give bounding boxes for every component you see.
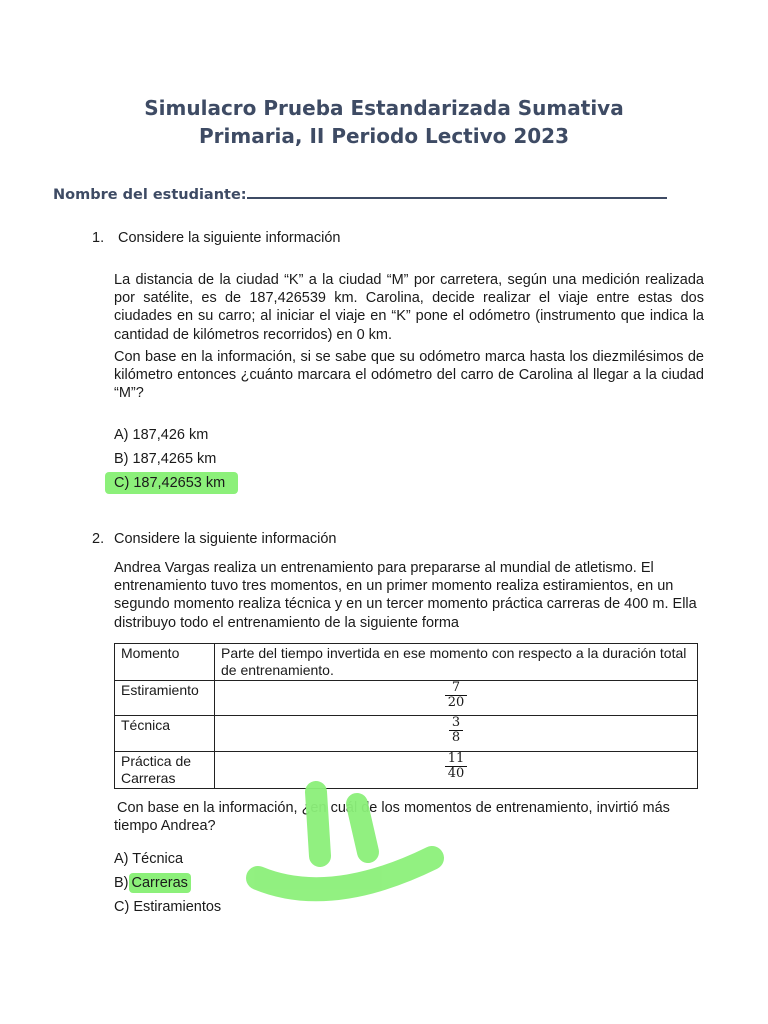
student-name-label: Nombre del estudiante: bbox=[53, 187, 247, 203]
q1-option-c-highlight: C) 187,42653 km bbox=[105, 472, 238, 494]
fraction-numerator: 3 bbox=[451, 715, 461, 730]
q2-paragraph1: Andrea Vargas realiza un entrenamiento para prepararse al mundial de atletismo. El entrenamiento tuvo tres momentos, en un primer momento realiza estiramientos, en un segundo momento realiza técnica y en un tercer momento práctica carreras de 400 m. Ella distribuyo todo el entrenamiento de la siguiente forma bbox=[114, 560, 697, 631]
smiley-right-eye bbox=[357, 804, 368, 852]
q1-number: 1. bbox=[92, 230, 105, 246]
row-momento: Práctica de Carreras bbox=[115, 752, 215, 789]
q2-option-b-highlight: Carreras bbox=[129, 873, 191, 893]
q2-option-b-letter: B) bbox=[114, 875, 129, 891]
smiley-left-eye bbox=[316, 792, 320, 856]
fraction-denominator: 8 bbox=[449, 730, 463, 745]
q1-paragraph2: Con base en la información, si se sabe que su odómetro marca hasta los diezmilésimos de kilómetro entonces ¿cuánto marcara el odómetro del carro de Carolina al llegar a la ciudad “M”? bbox=[114, 349, 704, 402]
q2-question: Con base en la información, ¿en cuál de los momentos de entrenamiento, invirtió más tiempo Andrea? bbox=[114, 800, 670, 835]
header-parte-tiempo: Parte del tiempo invertida en ese momento con respecto a la duración total de entrenamiento. bbox=[215, 644, 698, 681]
q1-paragraph1: La distancia de la ciudad “K” a la ciudad “M” por carretera, según una medición realizada por satélite, es de 187,426539 km. Carolina, decide realizar el viaje entre estas dos ciudades en su carro; al iniciar el viaje en “K” pone el odómetro (instrumento que indica la cantidad de kilómetros recorridos) en 0 km. bbox=[114, 272, 704, 343]
fraction-numerator: 7 bbox=[451, 680, 461, 695]
q2-option-c: C) Estiramientos bbox=[114, 899, 222, 915]
q1-intro: Considere la siguiente información bbox=[118, 230, 341, 246]
header-momento: Momento bbox=[115, 644, 215, 681]
fraction-denominator: 20 bbox=[445, 695, 468, 710]
document-title-line1: Simulacro Prueba Estandarizada Sumativa bbox=[144, 96, 624, 120]
q2-number: 2. bbox=[92, 531, 105, 547]
fraction-denominator: 40 bbox=[445, 766, 468, 781]
document-title-line2: Primaria, II Periodo Lectivo 2023 bbox=[198, 124, 570, 148]
q2-option-a: A) Técnica bbox=[114, 851, 184, 867]
row-momento: Estiramiento bbox=[115, 681, 215, 716]
q1-option-a: A) 187,426 km bbox=[114, 427, 209, 443]
q2-intro: Considere la siguiente información bbox=[114, 531, 337, 547]
fraction-numerator: 11 bbox=[447, 751, 465, 766]
q1-option-b: B) 187,4265 km bbox=[114, 451, 217, 467]
smiley-mouth bbox=[258, 858, 432, 889]
row-momento: Técnica bbox=[115, 716, 215, 752]
